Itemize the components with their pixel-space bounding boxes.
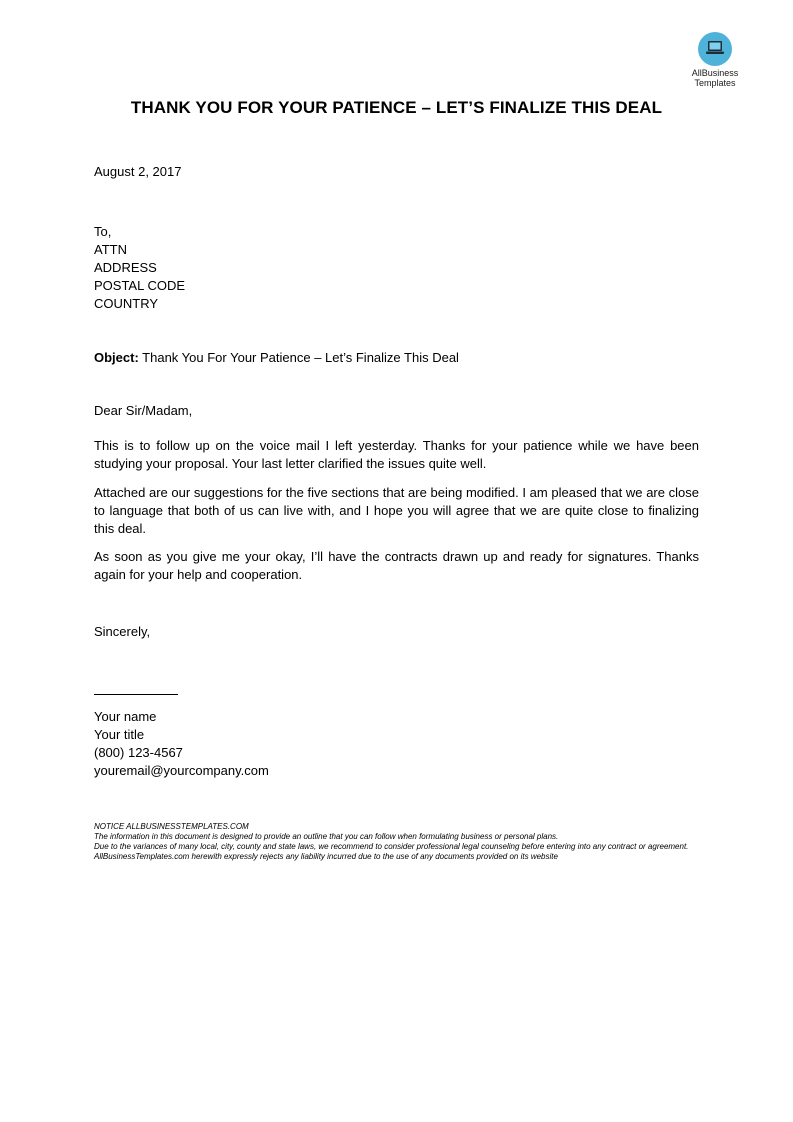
notice-line-1: The information in this document is designed to provide an outline that you can follow when formulating business or personal plans. bbox=[94, 832, 559, 841]
letter-date: August 2, 2017 bbox=[94, 164, 182, 179]
recipient-attn: ATTN bbox=[94, 242, 127, 257]
document-title: THANK YOU FOR YOUR PATIENCE – LET’S FINALIZE THIS DEAL bbox=[130, 98, 663, 117]
recipient-address bbox=[94, 223, 699, 313]
recipient-address-line: ADDRESS bbox=[94, 260, 157, 275]
signature-line bbox=[94, 694, 178, 695]
signer-name: Your name bbox=[94, 709, 157, 724]
legal-notice bbox=[94, 822, 704, 862]
body-paragraph-3: As soon as you give me your okay, I’ll have the contracts drawn up and ready for signatures. Thanks again for your help and cooperation. bbox=[94, 549, 699, 582]
signature-block bbox=[94, 708, 699, 780]
recipient-postal-code: POSTAL CODE bbox=[94, 278, 186, 293]
body-paragraph-2: Attached are our suggestions for the five sections that are being modified. I am pleased that we are close to language that both of us can live with, and I hope you will agree that we are quite close to finalizing this deal. bbox=[94, 485, 699, 536]
object-text: Thank You For Your Patience – Let’s Finalize This Deal bbox=[138, 350, 459, 365]
greeting: Dear Sir/Madam, bbox=[94, 403, 193, 418]
body-paragraph-1: This is to follow up on the voice mail I left yesterday. Thanks for your patience while we have been studying your proposal. Your last letter clarified the issues quite well. bbox=[94, 438, 699, 471]
recipient-to: To, bbox=[94, 224, 112, 239]
object-line bbox=[94, 349, 699, 367]
closing: Sincerely, bbox=[94, 624, 151, 639]
brand-logo bbox=[684, 32, 746, 88]
signer-email: youremail@yourcompany.com bbox=[94, 763, 269, 778]
signer-phone: (800) 123-4567 bbox=[94, 745, 183, 760]
signer-title: Your title bbox=[94, 727, 145, 742]
object-label: Object: bbox=[94, 350, 139, 365]
logo-text-line2: Templates bbox=[694, 78, 736, 88]
logo-text-line1: AllBusiness bbox=[691, 68, 739, 78]
notice-line-2: Due to the variances of many local, city, county and state laws, we recommend to consider professional legal counseling before entering into any contract or agreement. AllBusinessTemplates.com herewith expressly rejects any liability incurred due to the use of any documents provided on its website bbox=[94, 842, 689, 861]
recipient-country: COUNTRY bbox=[94, 296, 159, 311]
notice-heading: NOTICE ALLBUSINESSTEMPLATES.COM bbox=[94, 822, 249, 831]
laptop-icon bbox=[698, 32, 732, 66]
